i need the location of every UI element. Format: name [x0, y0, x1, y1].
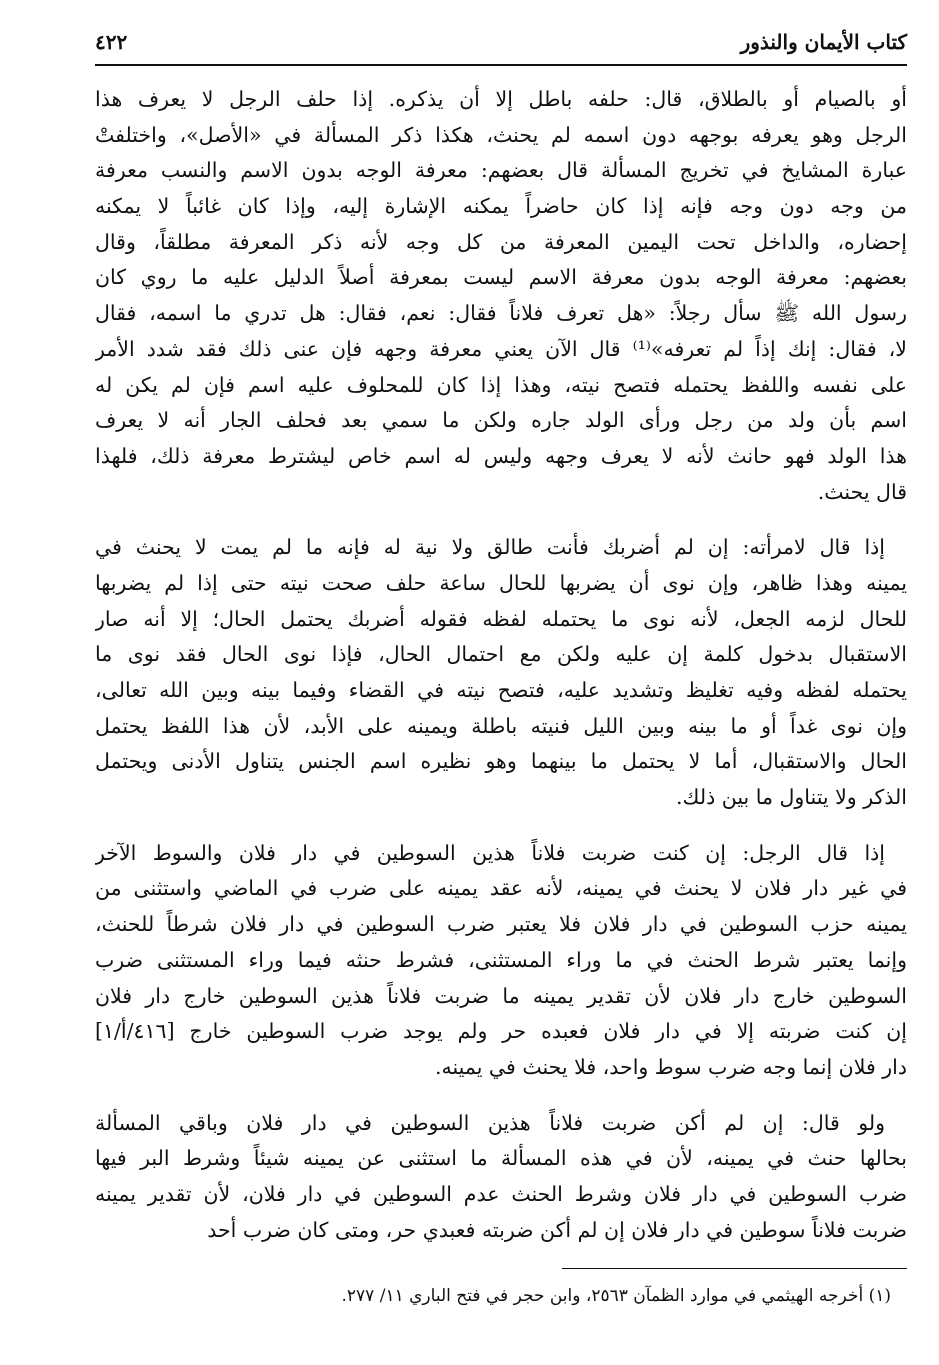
text-line: يمينه حزب السوطين في دار فلان فلا يعتبر ضرب السوطين في دار فلان شرطاً للحنث،	[95, 912, 907, 937]
text-line: وإن نوى غداً أو ما بينه وبين الليل فنيته باطلة ويمينه على الأبد، لأن هذا اللفظ يحتمل	[95, 713, 907, 738]
text-line: دار فلان إنما وجه ضرب سوط واحد، فلا يحنث في يمينه.	[434, 1054, 907, 1079]
paragraph	[95, 82, 907, 510]
text-line: يمينه وهذا ظاهر، وإن نوى أن يضربها للحال ساعة حلف صحت نيته حتى إذا لم يضربها	[95, 570, 907, 595]
text-line: أو بالصيام أو بالطلاق، قال: حلفه باطل إلا أن يذكره. إذا حلف الرجل لا يعرف هذا	[95, 87, 907, 111]
text-line: في غير دار فلان لا يحنث في يمينه، لأنه عقد يمينه على ضرب في الماضي واستثنى من	[95, 876, 907, 901]
text-line: بحالها حنث في يمينه، لأن في هذه المسألة ما استثنى عن يمينه شيئاً وشرط البر فيها	[95, 1146, 907, 1171]
paragraph	[95, 1106, 907, 1249]
text-line: الاستقبال بدخول كلمة إن عليه ولكن مع احتمال الحال، فإذا نوى الحال فقد نوى ما	[95, 642, 907, 667]
book-title: كتاب الأيمان والنذور	[740, 30, 907, 54]
text-line: رسول الله ﷺ سأل رجلاً: «هل تعرف فلاناً فقال: نعم، فقال: هل تدري ما اسمه، فقال	[95, 301, 907, 326]
text-line: ولو قال: إن لم أكن ضربت فلاناً هذين السوطين في دار فلان وباقي المسألة	[95, 1110, 885, 1135]
footnote-divider	[562, 1268, 907, 1269]
paragraph	[95, 836, 907, 1086]
text-line: إذا قال لامرأته: إن لم أضربك فأنت طالق ولا نية له فإنه ما لم يمت لا يحنث في	[95, 535, 885, 560]
text-line: ضربت فلاناً سوطين في دار فلان إن لم أكن ضربته فعبدي حر، ومتى كان ضرب أحد	[207, 1217, 907, 1242]
paragraph	[95, 530, 907, 816]
text-line: ضرب السوطين في دار فلان وشرط الحنث عدم السوطين في دار فلان، لأن تقدير يمينه	[95, 1181, 907, 1206]
running-header	[95, 28, 907, 66]
main-text	[95, 82, 907, 1268]
text-line: عبارة المشايخ في تخريج المسألة قال بعضهم: معرفة الوجه بدون الاسم والنسب معرفة	[95, 158, 907, 183]
text-line: الحال والاستقبال، أما لا يحتمل ما بينهما وهو نظيره اسم الجنس يتناول الأدنى ويحتمل	[95, 749, 907, 774]
text-line: يحتمله لفظه وفيه تغليظ وتشديد عليه، فتصح نيته في القضاء وفيما بينه وبين الله تعالى،	[95, 678, 907, 702]
text-line: هذا الولد فهو حانث لأنه لا يعرف وجهه وليس له اسم خاص ليشترط معرفة ذلك، فلهذا	[95, 443, 907, 468]
text-line: إحضاره، والداخل تحت اليمين المعرفة من كل وجه لأنه ذكر المعرفة مطلقاً، وقال	[95, 229, 907, 254]
text-line: قال يحنث.	[817, 479, 907, 504]
text-line: إن كنت ضربته إلا في دار فلان فعبده حر ولم يوجد ضرب السوطين خارج [٤١٦/أ/١]	[95, 1019, 907, 1044]
footnote: (١) أخرجه الهيثمي في موارد الظمآن ٢٥٦٣، وابن حجر في فتح الباري ١١/ ٢٧٧.	[341, 1286, 891, 1306]
text-line: إذا قال الرجل: إن كنت ضربت فلاناً هذين السوطين في دار فلان والسوط الآخر	[95, 840, 885, 865]
text-line: الذكر ولا يتناول ما بين ذلك.	[676, 785, 907, 810]
text-line: السوطين خارج دار فلان لأن تقدير يمينه ما ضربت فلاناً هذين السوطين خارج دار فلان	[95, 983, 907, 1008]
text-line: اسم بأن ولد من رجل ورأى الولد جاره ولكن ما سمي بعد فحلف الجار أنه لا يعرف	[95, 408, 907, 433]
text-line: للحال لزمه الجعل، لأنه نوى ما يحتمله لفظه فقوله أضربك يحتمل الحال؛ إلا أنه صار	[95, 606, 907, 631]
text-line: من وجه دون وجه فإنه إذا كان حاضراً يمكنه الإشارة إليه، وإذا كان غائباً لا يمكنه	[95, 194, 907, 219]
page-number: ٤٢٢	[95, 30, 128, 54]
text-line: الرجل وهو يعرفه بوجهه دون اسمه لم يحنث، هكذا ذكر المسألة في «الأصل»، واختلفتْ	[95, 122, 907, 147]
text-line: بعضهم: معرفة الوجه بدون معرفة الاسم ليست بمعرفة أصلاً الدليل عليه ما روي كان	[95, 265, 907, 290]
text-line: لا، فقال: إنك إذاً لم تعرفه»⁽¹⁾ قال الآن يعني معرفة وجهه فإن عنى ذلك فقد شدد الأمر	[95, 336, 907, 361]
text-line: على نفسه واللفظ يحتمله فتصح نيته، وهذا إذا كان للمحلوف عليه اسم فإن لم يكن له	[95, 372, 907, 397]
text-line: وإنما يعتبر شرط الحنث في ما وراء المستثنى، فشرط حنثه فيما وراء المستثنى ضرب	[95, 947, 907, 972]
